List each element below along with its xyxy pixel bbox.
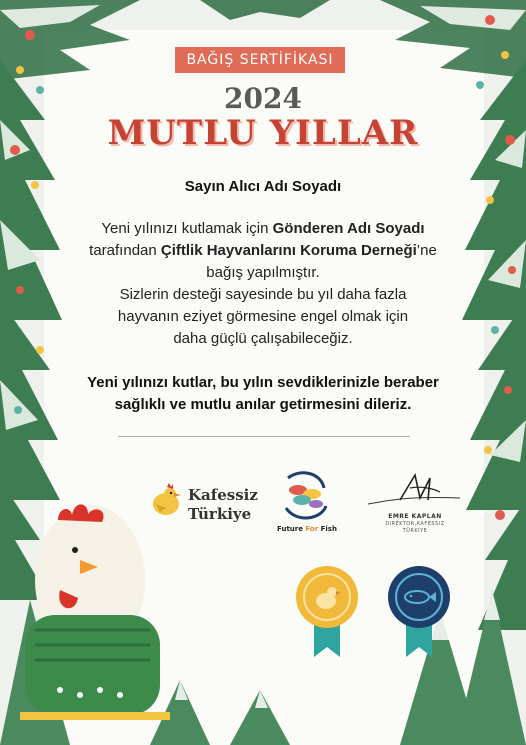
- wish-line-2: sağlıklı ve mutlu anılar getirmesini dileriz.: [114, 396, 412, 413]
- navy-rosette-icon: [386, 565, 452, 661]
- future-for-fish-text: [272, 525, 342, 533]
- body-line-3: bağış yapılmıştır.: [206, 264, 320, 281]
- kafessiz-logo-text: [188, 486, 258, 524]
- kafessiz-line-2: Türkiye: [188, 505, 252, 523]
- body-line-2: [60, 240, 466, 262]
- body-suffix: ’ne: [416, 242, 437, 259]
- wish-line-1: Yeni yılınızı kutlar, bu yılın sevdiklerinizle beraber: [87, 374, 439, 391]
- recipient-name: Sayın Alıcı Adı Soyadı: [184, 178, 342, 195]
- body-from: tarafından: [89, 242, 161, 259]
- signer-name: EMRE KAPLAN: [388, 513, 442, 520]
- certificate-body: [60, 218, 466, 350]
- organization-name: Çiftlik Hayvanlarını Koruma Derneği: [160, 242, 417, 259]
- signer-title: [360, 521, 470, 535]
- certificate-badge: BAĞIŞ SERTİFİKASI: [175, 47, 345, 73]
- fish-logo-icon: [276, 468, 336, 524]
- fff-part-1: Future: [277, 525, 306, 533]
- kafessiz-line-1: Kafessiz: [188, 486, 258, 504]
- hen-logo-icon: [148, 482, 184, 520]
- year-title: 2024: [224, 82, 302, 115]
- fff-part-2: For: [305, 525, 319, 533]
- body-intro: Yeni yılınızı kutlamak için: [101, 220, 273, 237]
- signer-title-line-1: DIREKTOR,KAFESSIZ: [385, 521, 445, 527]
- signature-graphic: [360, 470, 470, 512]
- signer-title-line-2: TÜRKIYE: [402, 528, 428, 534]
- fff-part-3: Fish: [318, 525, 337, 533]
- body-line-5: hayvanın eziyet görmesine engel olmak için: [117, 308, 409, 325]
- body-line-1: [60, 218, 466, 240]
- headline: MUTLU YILLAR: [107, 113, 419, 153]
- wish-message: [55, 372, 471, 416]
- divider: [118, 436, 410, 437]
- sender-name: Gönderen Adı Soyadı: [272, 220, 425, 237]
- body-line-6: daha güçlü çalışabileceğiz.: [173, 330, 353, 347]
- gold-rosette-icon: [294, 565, 360, 661]
- body-line-4: Sizlerin desteği sayesinde bu yıl daha fazla: [119, 286, 407, 303]
